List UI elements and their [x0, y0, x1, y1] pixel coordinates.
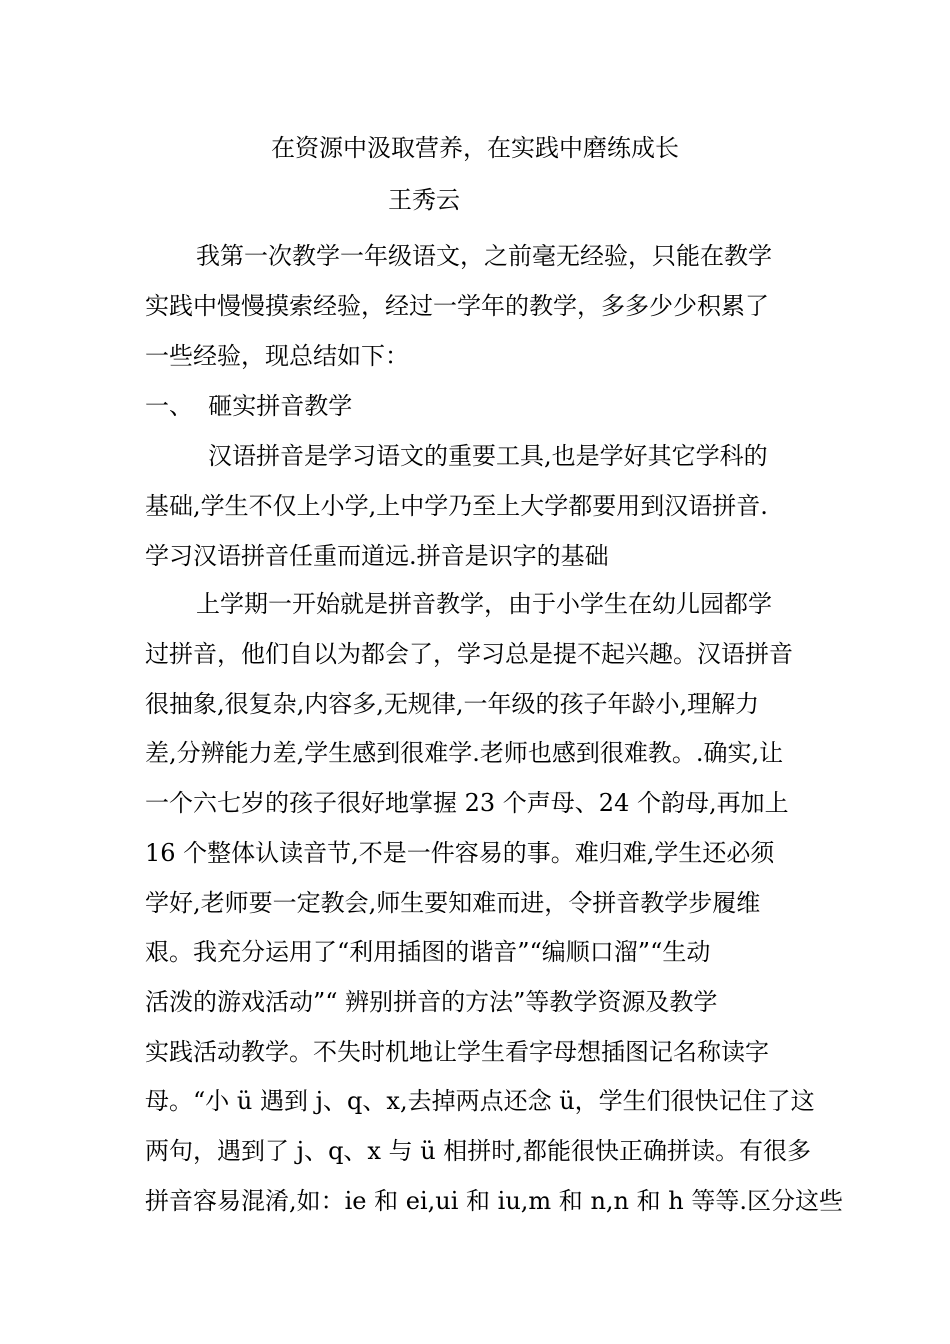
paragraph-line: 我第一次教学一年级语文，之前毫无经验，只能在教学 [196, 242, 772, 270]
paragraph-line: 差,分辨能力差,学生感到很难学.老师也感到很难教。.确实,让 [145, 739, 784, 767]
paragraph-line: 基础,学生不仅上小学,上中学乃至上大学都要用到汉语拼音. [145, 492, 768, 520]
section-heading: 一、 砸实拼音教学 [145, 392, 353, 420]
paragraph-line: 实践活动教学。不失时机地让学生看字母想插图记名称读字 [145, 1038, 769, 1066]
paragraph-line: 上学期一开始就是拼音教学，由于小学生在幼儿园都学 [196, 590, 772, 618]
paragraph-line: 学习汉语拼音任重而道远.拼音是识字的基础 [145, 542, 609, 570]
paragraph-line: 汉语拼音是学习语文的重要工具,也是学好其它学科的 [208, 442, 768, 470]
paragraph-line: 过拼音，他们自以为都会了，学习总是提不起兴趣。汉语拼音 [145, 640, 793, 668]
paragraph-line: 学好,老师要一定教会,师生要知难而进，令拼音教学步履维 [145, 889, 761, 917]
paragraph-line: 很抽象,很复杂,内容多,无规律,一年级的孩子年龄小,理解力 [145, 690, 760, 718]
paragraph-line: 两句，遇到了 j、q、x 与 ü 相拼时,都能很快正确拼读。有很多 [145, 1137, 811, 1165]
paragraph-line: 母。“小 ü 遇到 j、q、x,去掉两点还念 ü，学生们很快记住了这 [145, 1087, 815, 1115]
paragraph-line: 16 个整体认读音节,不是一件容易的事。难归难,学生还必须 [145, 839, 775, 867]
document-author: 王秀云 [388, 186, 460, 214]
paragraph-line: 拼音容易混淆,如：ie 和 ei,ui 和 iu,m 和 n,n 和 h 等等.区分这些 [145, 1187, 843, 1215]
document-title: 在资源中汲取营养，在实践中磨练成长 [271, 134, 679, 162]
paragraph-line: 一些经验，现总结如下： [145, 342, 409, 370]
paragraph-line: 艰。我充分运用了“利用插图的谐音”“编顺口溜”“生动 [145, 938, 711, 966]
paragraph-line: 活泼的游戏活动”“ 辨别拼音的方法”等教学资源及教学 [145, 988, 718, 1016]
paragraph-line: 一个六七岁的孩子很好地掌握 23 个声母、24 个韵母,再加上 [145, 789, 789, 817]
paragraph-line: 实践中慢慢摸索经验，经过一学年的教学，多多少少积累了 [145, 292, 769, 320]
